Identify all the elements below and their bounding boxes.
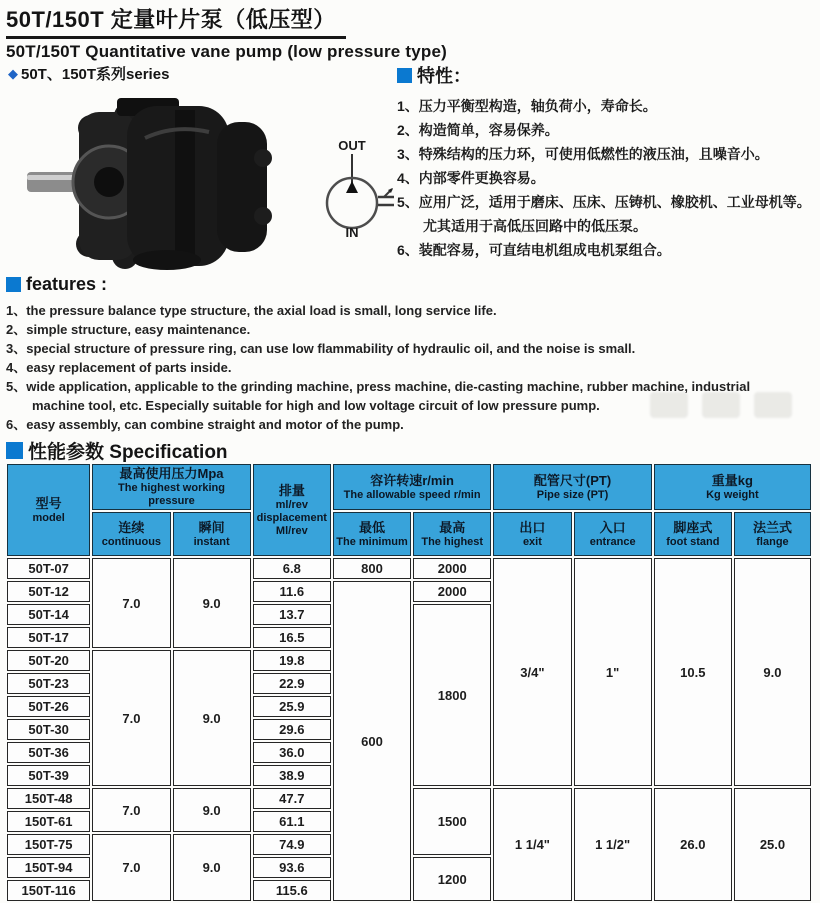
model-cell: 150T-75 (7, 834, 90, 855)
spec-table (5, 462, 813, 903)
list-item: 3、special structure of pressure ring, can use low flammability of hydraulic oil, and the noise is small. (6, 341, 636, 356)
table-row (7, 558, 811, 579)
displacement-cell: 11.6 (253, 581, 331, 602)
model-cell: 50T-14 (7, 604, 90, 625)
pressure-instant-cell: 9.0 (173, 650, 251, 786)
pressure-instant-cell: 9.0 (173, 834, 251, 901)
displacement-cell: 22.9 (253, 673, 331, 694)
model-cell: 50T-26 (7, 696, 90, 717)
list-item: 6、easy assembly, can combine straight and motor of the pump. (6, 417, 404, 432)
features-zh-section (397, 62, 817, 262)
list-item: 1、the pressure balance type structure, the axial load is small, long service life. (6, 303, 497, 318)
list-item: 3、特殊结构的压力环，可使用低燃性的液压油，且噪音小。 (397, 146, 769, 162)
spec-heading (6, 437, 228, 464)
col-group-pressure: 最高使用压力Mpa The highest working pressure (92, 464, 250, 510)
displacement-cell: 74.9 (253, 834, 331, 855)
pressure-continuous-cell: 7.0 (92, 650, 170, 786)
list-item: 4、内部零件更换容易。 (397, 170, 545, 186)
blue-square-icon (6, 442, 23, 459)
col-header-exit: 出口 exit (493, 512, 571, 556)
series-text: 50T、150T系列series (21, 66, 170, 83)
col-header-minimum: 最低 The minimum (333, 512, 411, 556)
model-cell: 50T-17 (7, 627, 90, 648)
displacement-cell: 6.8 (253, 558, 331, 579)
list-item: 6、装配容易，可直结电机组成电机泵组合。 (397, 242, 671, 258)
model-cell: 50T-30 (7, 719, 90, 740)
page-title: 50T/150T 定量叶片泵（低压型） (6, 3, 346, 39)
diamond-icon: ◆ (8, 66, 18, 81)
col-group-weight: 重量kg Kg weight (654, 464, 811, 510)
model-cell: 50T-39 (7, 765, 90, 786)
max-speed-cell: 2000 (413, 558, 491, 579)
model-cell: 50T-12 (7, 581, 90, 602)
col-header-maximum: 最高 The highest (413, 512, 491, 556)
pump-illustration (25, 98, 273, 270)
weight-flange-cell: 9.0 (734, 558, 811, 786)
col-group-pipe-size: 配管尺寸(PT) Pipe size (PT) (493, 464, 651, 510)
model-cell: 50T-23 (7, 673, 90, 694)
list-item: 2、simple structure, easy maintenance. (6, 322, 251, 337)
pressure-continuous-cell: 7.0 (92, 558, 170, 648)
symbol-out-label: OUT (338, 138, 366, 153)
list-item: 1、压力平衡型构造，轴负荷小，寿命长。 (397, 98, 657, 114)
pressure-continuous-cell: 7.0 (92, 788, 170, 832)
features-zh-heading (397, 62, 817, 88)
max-speed-cell: 2000 (413, 581, 491, 602)
pump-circuit-symbol (300, 137, 404, 241)
col-header-displacement: 排量 ml/rev displacement Ml/rev (253, 464, 331, 556)
displacement-cell: 47.7 (253, 788, 331, 809)
min-speed-cell: 600 (333, 581, 411, 901)
model-cell: 50T-20 (7, 650, 90, 671)
displacement-cell: 13.7 (253, 604, 331, 625)
pipe-entrance-cell: 1" (574, 558, 652, 786)
list-item: 5、应用广泛，适用于磨床、压床、压铸机、橡胶机、工业母机等。尤其适用于高低压回路中的低压泵。 (397, 194, 811, 234)
spec-heading-text: 性能参数 Specification (28, 442, 228, 463)
displacement-cell: 115.6 (253, 880, 331, 901)
weight-foot-cell: 10.5 (654, 558, 732, 786)
col-header-model: 型号 model (7, 464, 90, 556)
pipe-exit-cell: 1 1/4" (493, 788, 571, 901)
col-group-speed: 容许转速r/min The allowable speed r/min (333, 464, 491, 510)
features-zh-list (397, 94, 817, 262)
col-header-foot-stand: 脚座式 foot stand (654, 512, 732, 556)
pressure-continuous-cell: 7.0 (92, 834, 170, 901)
max-speed-cell: 1500 (413, 788, 491, 855)
model-cell: 150T-116 (7, 880, 90, 901)
displacement-cell: 25.9 (253, 696, 331, 717)
max-speed-cell: 1200 (413, 857, 491, 901)
spec-table-wrap (5, 462, 813, 903)
blue-square-icon (6, 277, 21, 292)
features-en-heading-text: features : (26, 274, 108, 294)
pressure-instant-cell: 9.0 (173, 558, 251, 648)
symbol-in-label: IN (345, 225, 359, 240)
watermark (650, 392, 792, 418)
displacement-cell: 93.6 (253, 857, 331, 878)
pipe-entrance-cell: 1 1/2" (574, 788, 652, 901)
blue-square-icon (397, 68, 412, 83)
model-cell: 150T-61 (7, 811, 90, 832)
col-header-entrance: 入口 entrance (574, 512, 652, 556)
list-item: 2、构造简单，容易保养。 (397, 122, 559, 138)
series-label (8, 63, 169, 84)
weight-flange-cell: 25.0 (734, 788, 811, 901)
model-cell: 150T-48 (7, 788, 90, 809)
model-cell: 150T-94 (7, 857, 90, 878)
page-subtitle: 50T/150T Quantitative vane pump (low pressure type) (6, 42, 447, 61)
features-zh-heading-text: 特性： (417, 66, 471, 86)
features-en-heading (6, 274, 796, 295)
pump-photo (25, 98, 273, 270)
hydraulic-symbol (300, 137, 404, 241)
model-cell: 50T-36 (7, 742, 90, 763)
pipe-exit-cell: 3/4" (493, 558, 571, 786)
col-header-flange: 法兰式 flange (734, 512, 811, 556)
col-header-continuous: 连续 continuous (92, 512, 170, 556)
displacement-cell: 19.8 (253, 650, 331, 671)
max-speed-cell: 1800 (413, 604, 491, 786)
displacement-cell: 36.0 (253, 742, 331, 763)
list-item: 5、wide application, applicable to the grinding machine, press machine, die-casting machine, rubber machine, industrial machine tool, etc. Especially suitable for high and low voltage circuit of low pressure pump. (6, 379, 751, 413)
model-cell: 50T-07 (7, 558, 90, 579)
displacement-cell: 61.1 (253, 811, 331, 832)
min-speed-cell: 800 (333, 558, 411, 579)
list-item: 4、easy replacement of parts inside. (6, 360, 232, 375)
col-header-instant: 瞬间 instant (173, 512, 251, 556)
pressure-instant-cell: 9.0 (173, 788, 251, 832)
displacement-cell: 29.6 (253, 719, 331, 740)
displacement-cell: 16.5 (253, 627, 331, 648)
weight-foot-cell: 26.0 (654, 788, 732, 901)
displacement-cell: 38.9 (253, 765, 331, 786)
title-block (6, 3, 447, 62)
